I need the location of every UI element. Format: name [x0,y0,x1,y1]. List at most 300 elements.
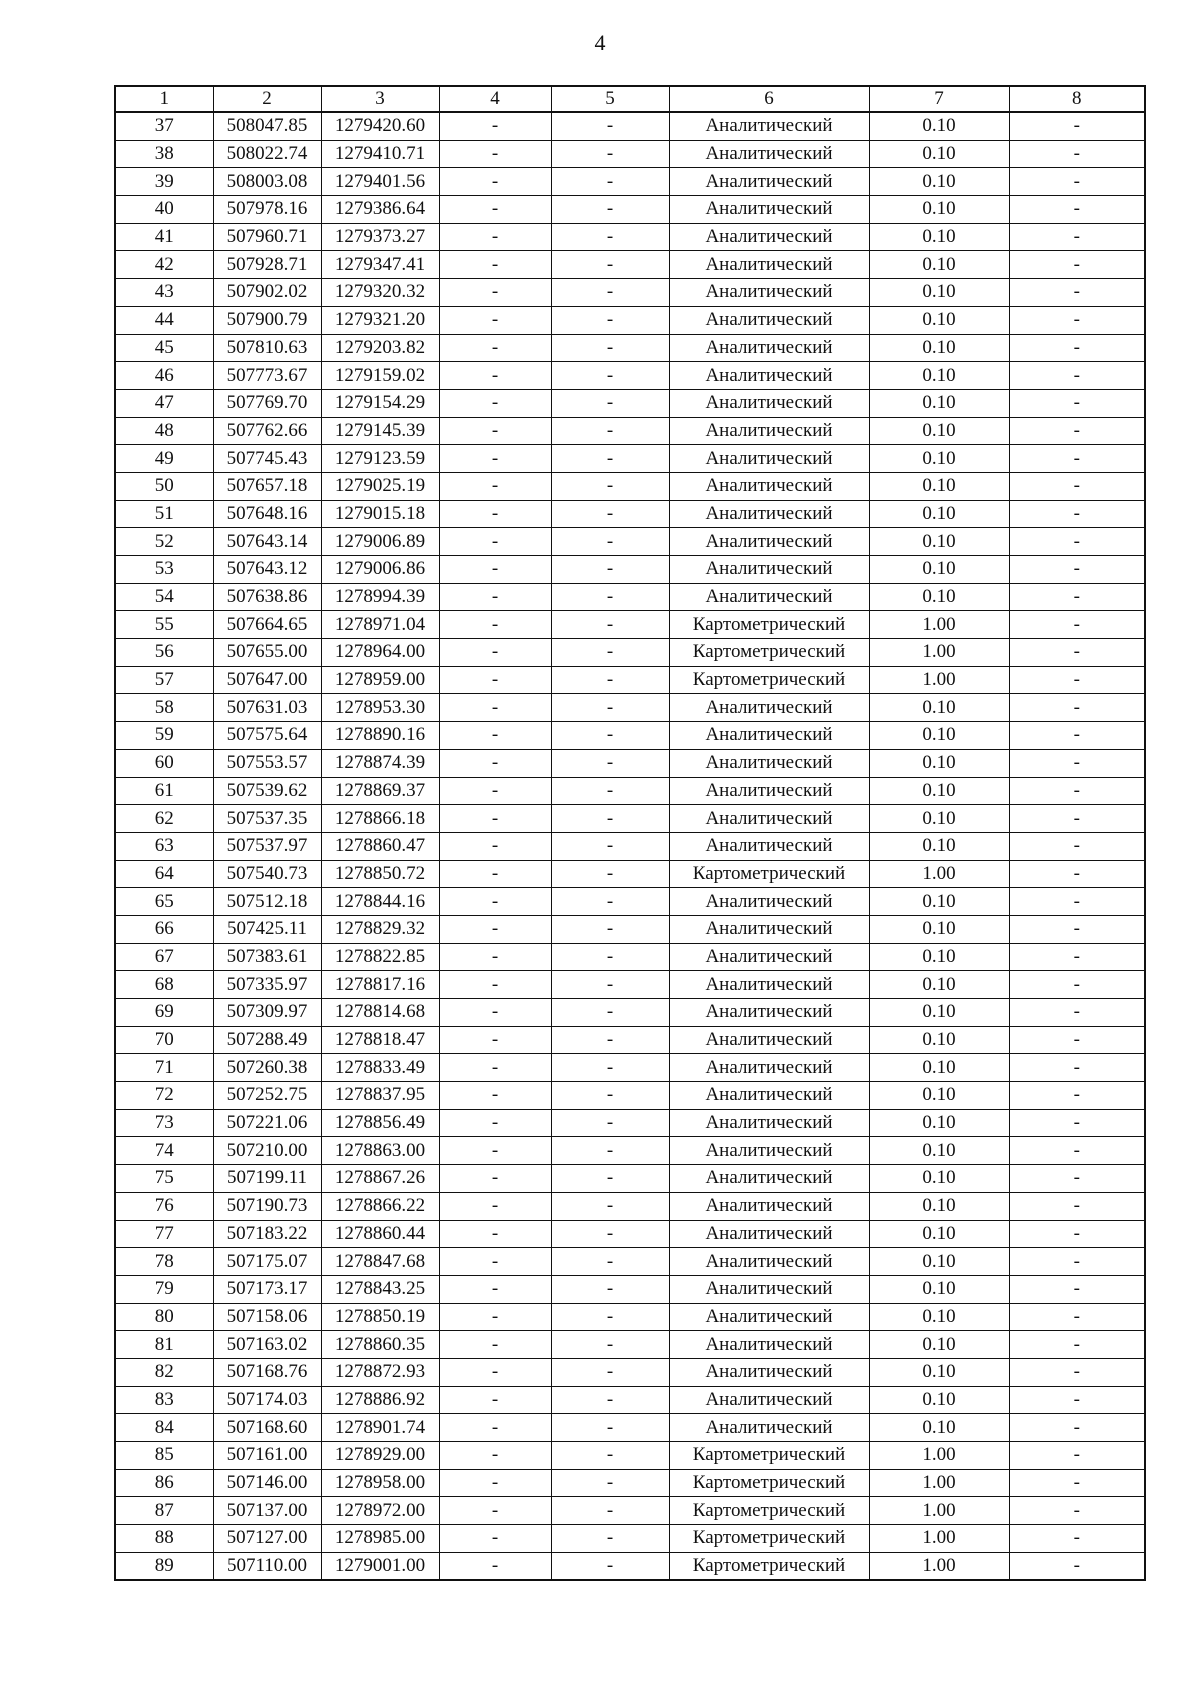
x-coordinate-cell: 507553.57 [213,749,321,777]
point-number-cell: 82 [115,1358,213,1386]
col5-cell: - [551,694,669,722]
method-cell: Аналитический [669,168,869,196]
x-coordinate-cell: 507174.03 [213,1386,321,1414]
x-coordinate-cell: 507383.61 [213,943,321,971]
col5-cell: - [551,666,669,694]
table-row [115,556,1145,584]
accuracy-cell: 0.10 [869,417,1009,445]
point-number-cell: 57 [115,666,213,694]
point-number-cell: 54 [115,583,213,611]
col5-cell: - [551,1414,669,1442]
col8-cell: - [1009,999,1145,1027]
method-cell: Аналитический [669,1331,869,1359]
y-coordinate-cell: 1278860.44 [321,1220,439,1248]
col8-cell: - [1009,694,1145,722]
table-row [115,1331,1145,1359]
method-cell: Аналитический [669,223,869,251]
y-coordinate-cell: 1278964.00 [321,639,439,667]
table-row [115,805,1145,833]
table-row [115,362,1145,390]
method-cell: Аналитический [669,832,869,860]
table-row [115,140,1145,168]
col4-cell: - [439,1192,551,1220]
point-number-cell: 69 [115,999,213,1027]
col5-cell: - [551,417,669,445]
y-coordinate-cell: 1278867.26 [321,1165,439,1193]
col5-cell: - [551,112,669,140]
col4-cell: - [439,196,551,224]
col8-cell: - [1009,1109,1145,1137]
col4-cell: - [439,749,551,777]
col8-cell: - [1009,1497,1145,1525]
col8-cell: - [1009,1331,1145,1359]
y-coordinate-cell: 1279154.29 [321,389,439,417]
col5-cell: - [551,1552,669,1580]
col8-cell: - [1009,1054,1145,1082]
y-coordinate-cell: 1279015.18 [321,500,439,528]
x-coordinate-cell: 507309.97 [213,999,321,1027]
accuracy-cell: 0.10 [869,1386,1009,1414]
accuracy-cell: 0.10 [869,999,1009,1027]
accuracy-cell: 1.00 [869,860,1009,888]
x-coordinate-cell: 507335.97 [213,971,321,999]
point-number-cell: 75 [115,1165,213,1193]
col4-cell: - [439,1137,551,1165]
x-coordinate-cell: 507960.71 [213,223,321,251]
point-number-cell: 73 [115,1109,213,1137]
point-number-cell: 83 [115,1386,213,1414]
point-number-cell: 59 [115,722,213,750]
col4-cell: - [439,1552,551,1580]
col8-cell: - [1009,611,1145,639]
x-coordinate-cell: 507252.75 [213,1082,321,1110]
table-row [115,1026,1145,1054]
col4-cell: - [439,279,551,307]
col5-cell: - [551,1303,669,1331]
x-coordinate-cell: 507540.73 [213,860,321,888]
point-number-cell: 56 [115,639,213,667]
y-coordinate-cell: 1278994.39 [321,583,439,611]
x-coordinate-cell: 507210.00 [213,1137,321,1165]
col4-cell: - [439,472,551,500]
y-coordinate-cell: 1278972.00 [321,1497,439,1525]
method-cell: Аналитический [669,1275,869,1303]
accuracy-cell: 0.10 [869,1275,1009,1303]
accuracy-cell: 0.10 [869,528,1009,556]
x-coordinate-cell: 507810.63 [213,334,321,362]
col5-cell: - [551,1442,669,1470]
y-coordinate-cell: 1279006.86 [321,556,439,584]
table-row [115,472,1145,500]
method-cell: Аналитический [669,1137,869,1165]
col4-cell: - [439,1275,551,1303]
col5-cell: - [551,334,669,362]
accuracy-cell: 0.10 [869,556,1009,584]
y-coordinate-cell: 1279203.82 [321,334,439,362]
point-number-cell: 48 [115,417,213,445]
col8-cell: - [1009,1525,1145,1553]
table-row [115,251,1145,279]
point-number-cell: 38 [115,140,213,168]
col4-cell: - [439,528,551,556]
col8-cell: - [1009,722,1145,750]
point-number-cell: 87 [115,1497,213,1525]
point-number-cell: 47 [115,389,213,417]
method-cell: Аналитический [669,1082,869,1110]
accuracy-cell: 0.10 [869,112,1009,140]
col4-cell: - [439,1331,551,1359]
col4-cell: - [439,1026,551,1054]
table-row [115,1442,1145,1470]
method-cell: Аналитический [669,1165,869,1193]
table-row [115,445,1145,473]
y-coordinate-cell: 1279006.89 [321,528,439,556]
y-coordinate-cell: 1278837.95 [321,1082,439,1110]
point-number-cell: 51 [115,500,213,528]
method-cell: Аналитический [669,112,869,140]
col4-cell: - [439,1469,551,1497]
table-row [115,777,1145,805]
col5-cell: - [551,1026,669,1054]
x-coordinate-cell: 507664.65 [213,611,321,639]
col4-cell: - [439,1248,551,1276]
point-number-cell: 85 [115,1442,213,1470]
col5-cell: - [551,223,669,251]
x-coordinate-cell: 507260.38 [213,1054,321,1082]
table-row [115,1275,1145,1303]
col5-cell: - [551,196,669,224]
point-number-cell: 79 [115,1275,213,1303]
x-coordinate-cell: 507163.02 [213,1331,321,1359]
x-coordinate-cell: 507575.64 [213,722,321,750]
point-number-cell: 77 [115,1220,213,1248]
col4-cell: - [439,1054,551,1082]
x-coordinate-cell: 507655.00 [213,639,321,667]
col4-cell: - [439,971,551,999]
col4-cell: - [439,223,551,251]
table-row [115,749,1145,777]
table-row [115,306,1145,334]
col4-cell: - [439,417,551,445]
table-row [115,1525,1145,1553]
col5-cell: - [551,389,669,417]
table-row [115,334,1145,362]
method-cell: Аналитический [669,306,869,334]
method-cell: Аналитический [669,999,869,1027]
accuracy-cell: 0.10 [869,196,1009,224]
x-coordinate-cell: 507631.03 [213,694,321,722]
table-row [115,1414,1145,1442]
col8-cell: - [1009,1303,1145,1331]
x-coordinate-cell: 508047.85 [213,112,321,140]
col5-cell: - [551,777,669,805]
col5-cell: - [551,1248,669,1276]
y-coordinate-cell: 1279320.32 [321,279,439,307]
x-coordinate-cell: 507175.07 [213,1248,321,1276]
col8-cell: - [1009,1414,1145,1442]
col5-cell: - [551,722,669,750]
table-row [115,1220,1145,1248]
y-coordinate-cell: 1278847.68 [321,1248,439,1276]
x-coordinate-cell: 507978.16 [213,196,321,224]
method-cell: Аналитический [669,528,869,556]
col5-cell: - [551,805,669,833]
accuracy-cell: 0.10 [869,306,1009,334]
method-cell: Картометрический [669,1497,869,1525]
col8-cell: - [1009,168,1145,196]
method-cell: Аналитический [669,251,869,279]
page-number: 4 [594,30,606,55]
x-coordinate-cell: 507537.35 [213,805,321,833]
accuracy-cell: 0.10 [869,1192,1009,1220]
method-cell: Аналитический [669,556,869,584]
table-row [115,1137,1145,1165]
x-coordinate-cell: 507648.16 [213,500,321,528]
x-coordinate-cell: 507902.02 [213,279,321,307]
point-number-cell: 44 [115,306,213,334]
y-coordinate-cell: 1279123.59 [321,445,439,473]
col8-cell: - [1009,805,1145,833]
y-coordinate-cell: 1278985.00 [321,1525,439,1553]
accuracy-cell: 0.10 [869,1082,1009,1110]
point-number-cell: 53 [115,556,213,584]
col4-cell: - [439,888,551,916]
col5-cell: - [551,832,669,860]
accuracy-cell: 0.10 [869,1109,1009,1137]
col8-cell: - [1009,1192,1145,1220]
x-coordinate-cell: 507773.67 [213,362,321,390]
col4-cell: - [439,860,551,888]
point-number-cell: 78 [115,1248,213,1276]
table-row [115,1054,1145,1082]
method-cell: Аналитический [669,140,869,168]
col8-cell: - [1009,639,1145,667]
col8-cell: - [1009,556,1145,584]
col5-cell: - [551,583,669,611]
accuracy-cell: 0.10 [869,1414,1009,1442]
y-coordinate-cell: 1278817.16 [321,971,439,999]
y-coordinate-cell: 1278850.19 [321,1303,439,1331]
col5-cell: - [551,1054,669,1082]
table-row [115,971,1145,999]
accuracy-cell: 0.10 [869,694,1009,722]
y-coordinate-cell: 1279420.60 [321,112,439,140]
table-row [115,1303,1145,1331]
y-coordinate-cell: 1278869.37 [321,777,439,805]
accuracy-cell: 1.00 [869,611,1009,639]
y-coordinate-cell: 1278860.35 [321,1331,439,1359]
x-coordinate-cell: 507146.00 [213,1469,321,1497]
col8-cell: - [1009,1386,1145,1414]
x-coordinate-cell: 507762.66 [213,417,321,445]
table-row [115,196,1145,224]
method-cell: Аналитический [669,1303,869,1331]
col8-cell: - [1009,777,1145,805]
col5-cell: - [551,1082,669,1110]
y-coordinate-cell: 1279321.20 [321,306,439,334]
col4-cell: - [439,611,551,639]
accuracy-cell: 0.10 [869,279,1009,307]
x-coordinate-cell: 508022.74 [213,140,321,168]
accuracy-cell: 1.00 [869,1552,1009,1580]
col8-cell: - [1009,279,1145,307]
col5-cell: - [551,971,669,999]
col8-cell: - [1009,528,1145,556]
col4-cell: - [439,1414,551,1442]
col8-cell: - [1009,1552,1145,1580]
y-coordinate-cell: 1278958.00 [321,1469,439,1497]
method-cell: Аналитический [669,1386,869,1414]
y-coordinate-cell: 1278866.22 [321,1192,439,1220]
col8-cell: - [1009,1165,1145,1193]
x-coordinate-cell: 507190.73 [213,1192,321,1220]
accuracy-cell: 0.10 [869,1026,1009,1054]
accuracy-cell: 0.10 [869,1165,1009,1193]
point-number-cell: 65 [115,888,213,916]
x-coordinate-cell: 507161.00 [213,1442,321,1470]
method-cell: Аналитический [669,472,869,500]
x-coordinate-cell: 507168.76 [213,1358,321,1386]
col8-cell: - [1009,362,1145,390]
point-number-cell: 62 [115,805,213,833]
y-coordinate-cell: 1278863.00 [321,1137,439,1165]
accuracy-cell: 0.10 [869,1054,1009,1082]
accuracy-cell: 0.10 [869,223,1009,251]
col5-cell: - [551,472,669,500]
method-cell: Аналитический [669,805,869,833]
accuracy-cell: 0.10 [869,805,1009,833]
col8-cell: - [1009,251,1145,279]
col8-cell: - [1009,417,1145,445]
method-cell: Аналитический [669,943,869,971]
col8-cell: - [1009,971,1145,999]
point-number-cell: 46 [115,362,213,390]
col8-cell: - [1009,1442,1145,1470]
accuracy-cell: 0.10 [869,1137,1009,1165]
accuracy-cell: 0.10 [869,1248,1009,1276]
col4-cell: - [439,1497,551,1525]
col8-cell: - [1009,1358,1145,1386]
col4-cell: - [439,694,551,722]
method-cell: Картометрический [669,639,869,667]
col5-cell: - [551,251,669,279]
point-number-cell: 71 [115,1054,213,1082]
point-number-cell: 84 [115,1414,213,1442]
table-row [115,1497,1145,1525]
method-cell: Аналитический [669,1414,869,1442]
method-cell: Аналитический [669,971,869,999]
point-number-cell: 43 [115,279,213,307]
method-cell: Аналитический [669,1054,869,1082]
col8-cell: - [1009,500,1145,528]
point-number-cell: 41 [115,223,213,251]
y-coordinate-cell: 1278814.68 [321,999,439,1027]
y-coordinate-cell: 1279145.39 [321,417,439,445]
method-cell: Аналитический [669,777,869,805]
col5-cell: - [551,1469,669,1497]
method-cell: Картометрический [669,666,869,694]
table-row [115,639,1145,667]
col5-cell: - [551,639,669,667]
column-header: 7 [869,86,1009,112]
col5-cell: - [551,140,669,168]
y-coordinate-cell: 1278822.85 [321,943,439,971]
method-cell: Аналитический [669,1026,869,1054]
y-coordinate-cell: 1278872.93 [321,1358,439,1386]
x-coordinate-cell: 507183.22 [213,1220,321,1248]
method-cell: Картометрический [669,1552,869,1580]
x-coordinate-cell: 507127.00 [213,1525,321,1553]
x-coordinate-cell: 507173.17 [213,1275,321,1303]
accuracy-cell: 1.00 [869,1442,1009,1470]
col5-cell: - [551,528,669,556]
col5-cell: - [551,306,669,334]
col8-cell: - [1009,196,1145,224]
col4-cell: - [439,915,551,943]
col4-cell: - [439,1525,551,1553]
coordinates-table [114,85,1146,1581]
accuracy-cell: 0.10 [869,1303,1009,1331]
y-coordinate-cell: 1278818.47 [321,1026,439,1054]
col4-cell: - [439,999,551,1027]
col4-cell: - [439,445,551,473]
table-row [115,915,1145,943]
point-number-cell: 50 [115,472,213,500]
col5-cell: - [551,888,669,916]
point-number-cell: 42 [115,251,213,279]
accuracy-cell: 0.10 [869,971,1009,999]
col8-cell: - [1009,1220,1145,1248]
col5-cell: - [551,943,669,971]
col4-cell: - [439,722,551,750]
x-coordinate-cell: 507425.11 [213,915,321,943]
col8-cell: - [1009,223,1145,251]
point-number-cell: 45 [115,334,213,362]
table-row [115,1109,1145,1137]
method-cell: Аналитический [669,1358,869,1386]
col8-cell: - [1009,860,1145,888]
col4-cell: - [439,112,551,140]
col8-cell: - [1009,666,1145,694]
y-coordinate-cell: 1279025.19 [321,472,439,500]
y-coordinate-cell: 1278866.18 [321,805,439,833]
method-cell: Аналитический [669,196,869,224]
y-coordinate-cell: 1278829.32 [321,915,439,943]
point-number-cell: 67 [115,943,213,971]
table-row [115,1248,1145,1276]
accuracy-cell: 0.10 [869,389,1009,417]
table-row [115,1082,1145,1110]
col4-cell: - [439,306,551,334]
table-row [115,1469,1145,1497]
col5-cell: - [551,445,669,473]
col4-cell: - [439,168,551,196]
x-coordinate-cell: 507168.60 [213,1414,321,1442]
x-coordinate-cell: 507110.00 [213,1552,321,1580]
method-cell: Аналитический [669,694,869,722]
accuracy-cell: 0.10 [869,749,1009,777]
y-coordinate-cell: 1279410.71 [321,140,439,168]
accuracy-cell: 0.10 [869,362,1009,390]
accuracy-cell: 0.10 [869,915,1009,943]
col8-cell: - [1009,306,1145,334]
method-cell: Аналитический [669,1109,869,1137]
point-number-cell: 63 [115,832,213,860]
col5-cell: - [551,1386,669,1414]
method-cell: Картометрический [669,1469,869,1497]
x-coordinate-cell: 507643.14 [213,528,321,556]
y-coordinate-cell: 1278953.30 [321,694,439,722]
